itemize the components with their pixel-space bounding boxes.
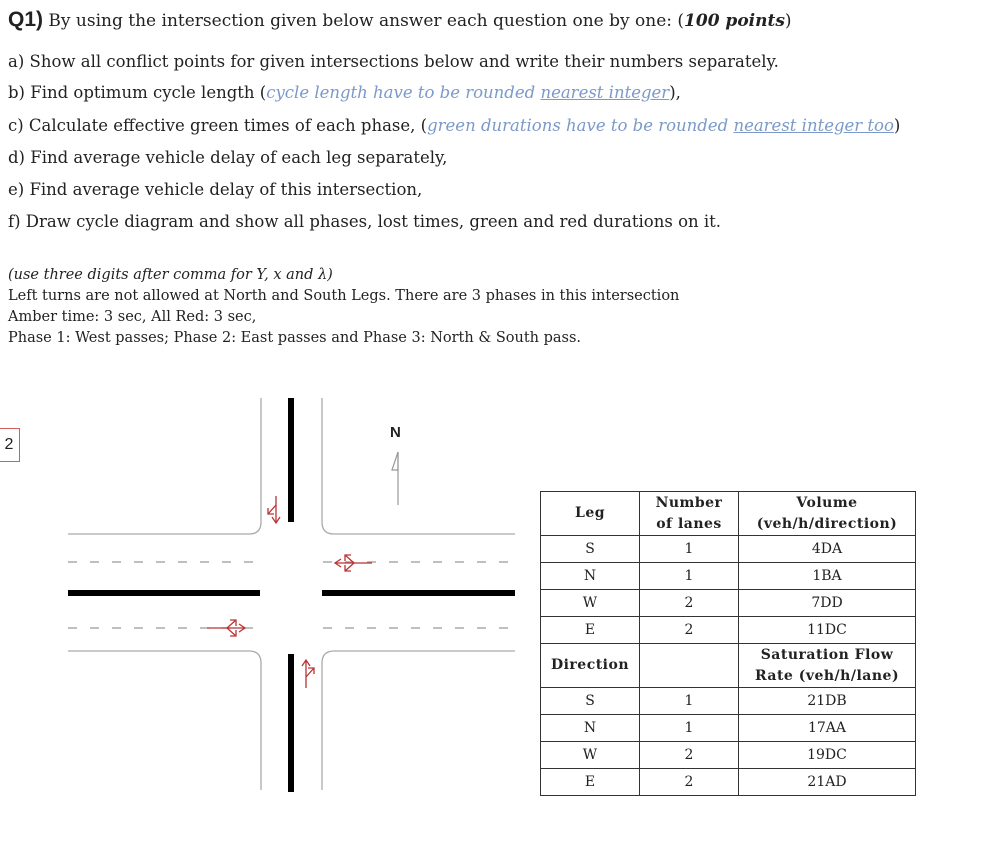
table-cell: 2 — [640, 742, 739, 769]
table-cell: W — [541, 590, 640, 617]
table-cell: 1 — [640, 536, 739, 563]
table-cell: 1 — [640, 688, 739, 715]
question-points: 100 points — [684, 11, 785, 31]
table-row — [541, 536, 916, 563]
table-row — [541, 769, 916, 796]
table-cell: 1 — [640, 563, 739, 590]
table-cell: N — [541, 563, 640, 590]
table-row — [541, 617, 916, 644]
question-text: By using the intersection given below answer each question one by one: ( — [43, 11, 685, 31]
table-cell: 17AA — [739, 715, 916, 742]
item-d: d) Find average vehicle delay of each leg separately, — [8, 148, 448, 167]
item-c-note: green durations have to be rounded nearest integer too — [427, 116, 894, 135]
table-cell: 1 — [640, 715, 739, 742]
table-cell: 11DC — [739, 617, 916, 644]
table-cell: 2 — [640, 769, 739, 796]
table-cell: E — [541, 617, 640, 644]
table-cell: N — [541, 715, 640, 742]
note-amber: Amber time: 3 sec, All Red: 3 sec, — [8, 309, 257, 325]
table-header-row — [541, 492, 916, 536]
table-sat-header-row — [541, 644, 916, 688]
table-cell: 2 — [640, 617, 739, 644]
intersection-diagram — [0, 390, 530, 800]
question-title: Q1) By using the intersection given below answer each question one by one: (100 points) — [8, 8, 792, 31]
table-cell: 7DD — [739, 590, 916, 617]
table-cell: W — [541, 742, 640, 769]
north-label: N — [390, 424, 401, 441]
table-row — [541, 715, 916, 742]
traffic-data-table — [540, 491, 916, 796]
header-volume: Volume (veh/h/direction) — [739, 492, 916, 536]
median-bars — [68, 398, 515, 792]
table-cell: 19DC — [739, 742, 916, 769]
table-cell: 21AD — [739, 769, 916, 796]
header-lanes: Number of lanes — [640, 492, 739, 536]
note-digits: (use three digits after comma for Y, x and λ) — [8, 267, 333, 283]
note-phases: Phase 1: West passes; Phase 2: East passes and Phase 3: North & South pass. — [8, 330, 582, 346]
item-a: a) Show all conflict points for given intersections below and write their numbers separately. — [8, 52, 779, 71]
table-cell: E — [541, 769, 640, 796]
table-cell: 4DA — [739, 536, 916, 563]
item-c: c) Calculate effective green times of each phase, (green durations have to be rounded nearest integer too) — [8, 116, 901, 135]
table-row — [541, 590, 916, 617]
header-direction: Direction — [541, 644, 640, 688]
north-arrow-icon — [390, 424, 401, 505]
table-cell: S — [541, 536, 640, 563]
table-cell: 21DB — [739, 688, 916, 715]
table-cell: 1BA — [739, 563, 916, 590]
item-b: b) Find optimum cycle length (cycle length have to be rounded nearest integer), — [8, 83, 681, 102]
item-e: e) Find average vehicle delay of this intersection, — [8, 180, 423, 199]
table-cell: S — [541, 688, 640, 715]
header-saturation: Saturation Flow Rate (veh/h/lane) — [739, 644, 916, 688]
note-left-turns: Left turns are not allowed at North and South Legs. There are 3 phases in this intersection — [8, 288, 680, 304]
header-leg: Leg — [541, 492, 640, 536]
question-number: Q1) — [8, 8, 44, 31]
item-f: f) Draw cycle diagram and show all phases, lost times, green and red durations on it. — [8, 212, 722, 231]
item-b-note: cycle length have to be rounded nearest integer — [266, 83, 670, 102]
table-row — [541, 563, 916, 590]
table-cell — [640, 644, 739, 688]
table-row — [541, 688, 916, 715]
table-row — [541, 742, 916, 769]
table-cell: 2 — [640, 590, 739, 617]
page-badge: 2 — [0, 428, 20, 462]
